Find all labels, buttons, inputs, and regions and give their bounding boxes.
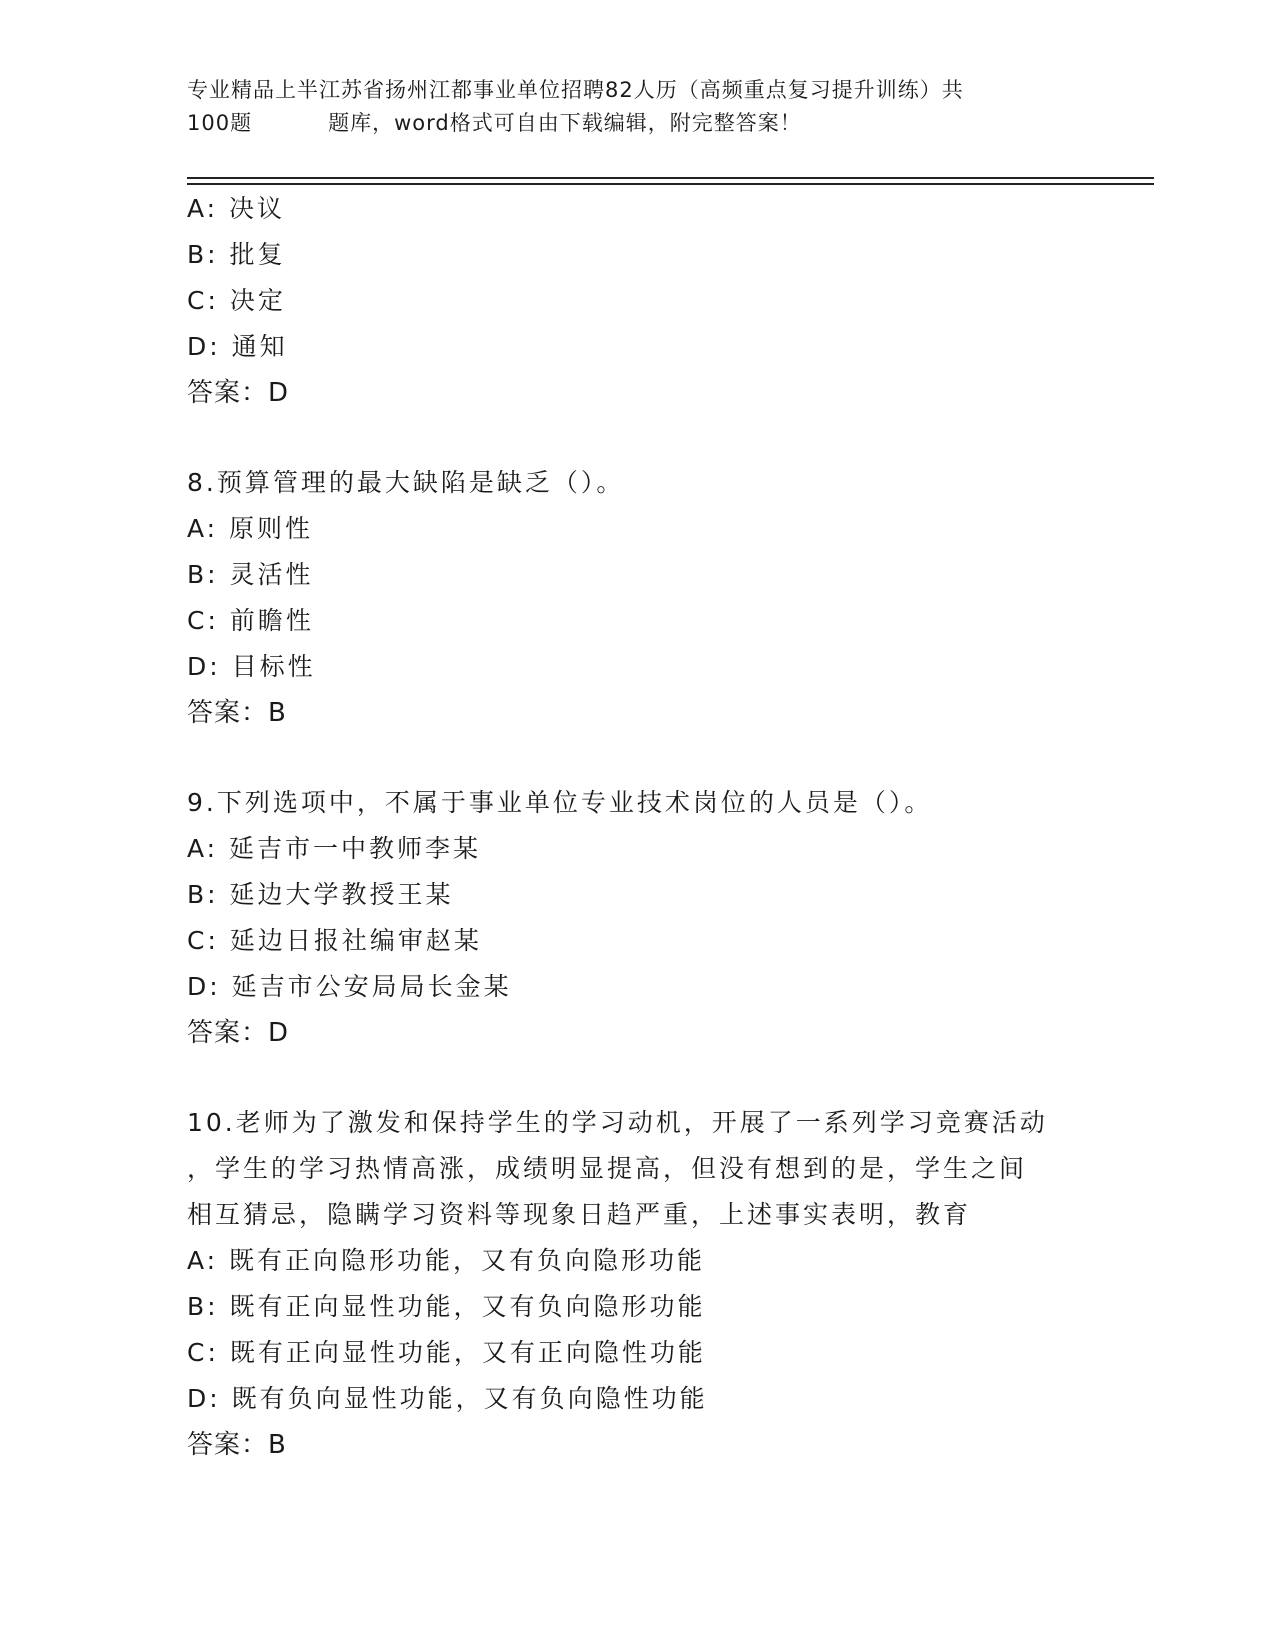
question-9: [187, 780, 1087, 1056]
option-b: B: 既有正向显性功能，又有负向隐形功能: [187, 1292, 706, 1321]
option-d: D: 目标性: [187, 652, 316, 681]
question-text-line-2: ，学生的学习热情高涨，成绩明显提高，但没有想到的是，学生之间: [187, 1154, 1028, 1183]
question-text-line-3: 相互猜忌，隐瞒学习资料等现象日趋严重，上述事实表明，教育: [187, 1200, 972, 1229]
option-d: D: 既有负向显性功能，又有负向隐性功能: [187, 1384, 708, 1413]
option-c: C: 决定: [187, 286, 286, 315]
option-c: C: 前瞻性: [187, 606, 314, 635]
document-header: [187, 74, 1087, 140]
answer: 答案：B: [187, 698, 287, 728]
option-a: A: 决议: [187, 194, 286, 223]
answer: 答案：B: [187, 1430, 287, 1460]
answer: 答案：D: [187, 1018, 290, 1048]
header-line-1: 专业精品上半江苏省扬州江都事业单位招聘82人历（高频重点复习提升训练）共: [187, 78, 964, 102]
option-d: D: 延吉市公安局局长金某: [187, 972, 512, 1001]
question-list: [187, 186, 1087, 1468]
option-c: C: 延边日报社编审赵某: [187, 926, 482, 955]
question-text-line-1: 10.老师为了激发和保持学生的学习动机，开展了一系列学习竞赛活动: [187, 1108, 1048, 1137]
option-b: B: 批复: [187, 240, 286, 269]
option-a: A: 延吉市一中教师李某: [187, 834, 482, 863]
option-a: A: 原则性: [187, 514, 314, 543]
option-b: B: 延边大学教授王某: [187, 880, 454, 909]
header-divider-bottom: [187, 183, 1154, 185]
option-b: B: 灵活性: [187, 560, 314, 589]
question-7: [187, 186, 1087, 416]
question-10: [187, 1100, 1087, 1468]
question-8: [187, 460, 1087, 736]
header-count: 100题: [187, 111, 253, 135]
answer: 答案：D: [187, 378, 290, 408]
option-c: C: 既有正向显性功能，又有正向隐性功能: [187, 1338, 706, 1367]
question-text: 9.下列选项中，不属于事业单位专业技术岗位的人员是（）。: [187, 788, 933, 817]
option-a: A: 既有正向隐形功能，又有负向隐形功能: [187, 1246, 706, 1275]
header-divider-top: [187, 177, 1154, 179]
question-text: 8.预算管理的最大缺陷是缺乏（）。: [187, 468, 625, 497]
option-d: D: 通知: [187, 332, 288, 361]
header-line-2: [187, 107, 1087, 140]
header-description: 题库，word格式可自由下载编辑，附完整答案！: [328, 111, 802, 135]
